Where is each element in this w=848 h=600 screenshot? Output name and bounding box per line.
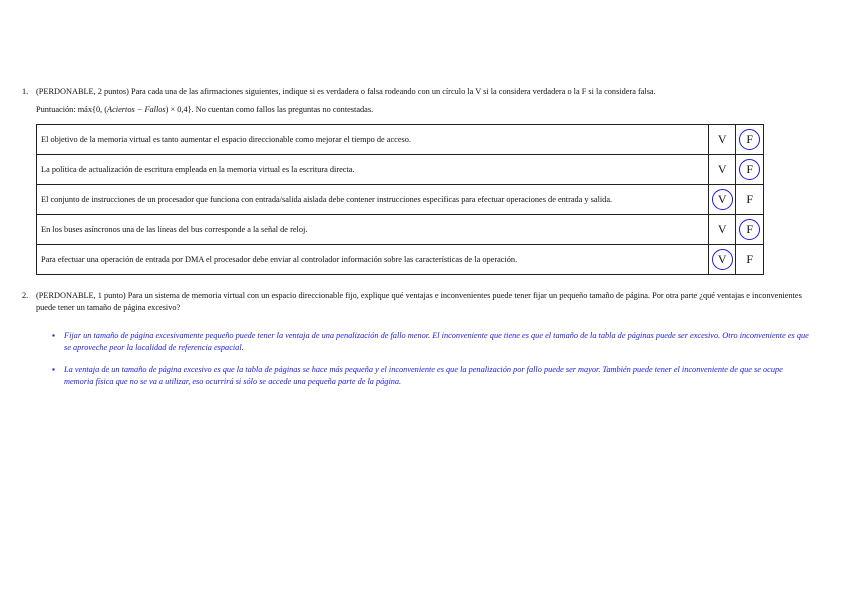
option-false-cell[interactable] (736, 155, 764, 185)
scoring-prefix: Puntuación: máx{0, ( (36, 105, 108, 114)
statement-text: En los buses asíncronos una de las líneas del bus corresponde a la señal de reloj. (37, 215, 709, 245)
option-false[interactable]: F (739, 219, 760, 240)
scoring-rule (36, 104, 822, 116)
answer-item (50, 364, 810, 388)
answer-text: La ventaja de un tamaño de página excesivo es que la tabla de páginas se hace más pequeña y el inconveniente es que la penalización por fallo puede ser mayor. También puede tener el inconveniente de que se ocupe memoria física que no se va a utilizar, eso ocurrirá si sólo se accede una pequeña parte de la página. (64, 365, 783, 386)
scoring-suffix: ) × 0,4}. No cuentan como fallos las preguntas no contestadas. (165, 105, 374, 114)
option-false[interactable]: F (739, 129, 760, 150)
question-text: (PERDONABLE, 2 puntos) Para cada una de las afirmaciones siguientes, indique si es verdadera o falsa rodeando con un círculo la V si la considera verdadera o la F si la considera falsa. (36, 87, 656, 96)
option-false-cell[interactable] (736, 185, 764, 215)
option-true-cell[interactable] (708, 215, 736, 245)
option-false-cell[interactable] (736, 125, 764, 155)
question-number: 1. (22, 87, 29, 96)
statement-text: El objetivo de la memoria virtual es tanto aumentar el espacio direccionable como mejorar el tiempo de acceso. (37, 125, 709, 155)
option-false[interactable]: F (746, 192, 754, 206)
option-true-cell[interactable] (708, 185, 736, 215)
statement-text: La política de actualización de escritura empleada en la memoria virtual es la escritura directa. (37, 155, 709, 185)
statement-row (37, 215, 764, 245)
answer-item (50, 330, 810, 354)
option-true-cell[interactable] (708, 155, 736, 185)
option-true[interactable]: V (712, 189, 733, 210)
bullet-icon: ▪ (52, 365, 55, 374)
scoring-formula: Aciertos − Fallos (107, 105, 166, 114)
option-false-cell[interactable] (736, 245, 764, 275)
statement-row (37, 155, 764, 185)
option-true[interactable]: V (712, 249, 733, 270)
answer-text: Fijar un tamaño de página excesivamente pequeño puede tener la ventaja de una penalización de fallo menor. El inconveniente que tiene es que el tamaño de la tabla de páginas puede ser excesivo. Otro inconveniente es que se aproveche peor la localidad de referencia espacial. (64, 331, 809, 352)
question-number: 2. (22, 291, 29, 300)
option-true[interactable]: V (717, 222, 727, 236)
statement-row (37, 185, 764, 215)
question-text: (PERDONABLE, 1 punto) Para un sistema de memoria virtual con un espacio direccionable fijo, explique qué ventajas e inconvenientes puede tener fijar un pequeño tamaño de página. Por otra parte ¿qué ventajas e inconvenientes puede tener un tamaño de página excesivo? (36, 291, 802, 312)
statement-text: El conjunto de instrucciones de un procesador que funciona con entrada/salida aislada debe contener instrucciones específicas para efectuar operaciones de entrada y salida. (37, 185, 709, 215)
option-true-cell[interactable] (708, 245, 736, 275)
option-true[interactable]: V (717, 132, 727, 146)
option-false[interactable]: F (739, 159, 760, 180)
option-false[interactable]: F (746, 252, 754, 266)
question-1 (22, 86, 822, 116)
question-2 (22, 290, 822, 314)
true-false-table (36, 124, 764, 275)
bullet-icon: ▪ (52, 331, 55, 340)
statement-row (37, 245, 764, 275)
option-true[interactable]: V (717, 162, 727, 176)
statement-row (37, 125, 764, 155)
option-true-cell[interactable] (708, 125, 736, 155)
option-false-cell[interactable] (736, 215, 764, 245)
answer-list (50, 330, 810, 398)
statement-text: Para efectuar una operación de entrada por DMA el procesador debe enviar al controlador información sobre las características de la operación. (37, 245, 709, 275)
